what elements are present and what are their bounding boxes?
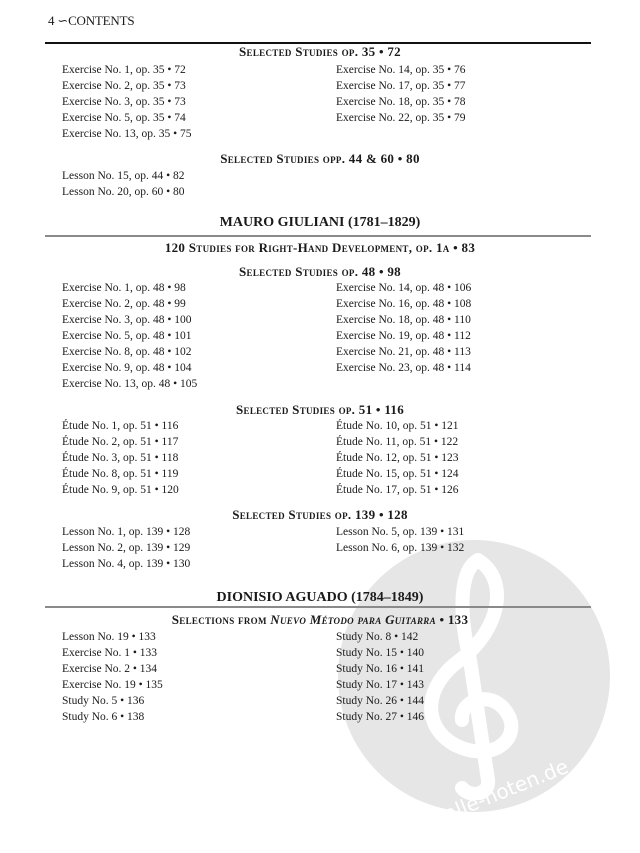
- section-heading: [0, 612, 640, 628]
- toc-entry[interactable]: Exercise No. 1, op. 35 • 72: [62, 64, 186, 76]
- toc-entry[interactable]: Study No. 5 • 136: [62, 695, 145, 707]
- toc-entry[interactable]: Exercise No. 1, op. 48 • 98: [62, 282, 186, 294]
- toc-entry[interactable]: Exercise No. 21, op. 48 • 113: [336, 346, 471, 358]
- toc-entry[interactable]: Exercise No. 5, op. 48 • 101: [62, 330, 192, 342]
- toc-entry[interactable]: Lesson No. 4, op. 139 • 130: [62, 558, 191, 570]
- toc-entry[interactable]: Exercise No. 8, op. 48 • 102: [62, 346, 192, 358]
- toc-entry[interactable]: Lesson No. 15, op. 44 • 82: [62, 170, 185, 182]
- toc-entry[interactable]: Lesson No. 6, op. 139 • 132: [336, 542, 465, 554]
- toc-entry[interactable]: Study No. 8 • 142: [336, 631, 419, 643]
- toc-entry[interactable]: Étude No. 15, op. 51 • 124: [336, 468, 459, 480]
- toc-entry[interactable]: Étude No. 2, op. 51 • 117: [62, 436, 179, 448]
- toc-entry[interactable]: Lesson No. 19 • 133: [62, 631, 156, 643]
- section-heading: Selected Studies opp. 44 & 60 • 80: [220, 151, 420, 166]
- toc-entry[interactable]: Exercise No. 17, op. 35 • 77: [336, 80, 466, 92]
- entries-right: [336, 62, 466, 126]
- ornament-icon: ∽: [57, 13, 69, 28]
- toc-entry[interactable]: Exercise No. 13, op. 35 • 75: [62, 128, 192, 140]
- toc-entry[interactable]: Exercise No. 19, op. 48 • 112: [336, 330, 471, 342]
- entries-right: [336, 280, 471, 376]
- toc-entry[interactable]: Étude No. 11, op. 51 • 122: [336, 436, 459, 448]
- entries-left: [62, 62, 192, 142]
- toc-entry[interactable]: Étude No. 9, op. 51 • 120: [62, 484, 179, 496]
- entries-right: [336, 524, 464, 556]
- entries-right: [336, 629, 424, 725]
- toc-entry[interactable]: Étude No. 17, op. 51 • 126: [336, 484, 459, 496]
- toc-entry[interactable]: Study No. 16 • 141: [336, 663, 425, 675]
- heading-prefix: Selections from: [171, 612, 271, 627]
- entries-left: [62, 168, 185, 200]
- toc-entry[interactable]: Study No. 15 • 140: [336, 647, 425, 659]
- toc-entry[interactable]: Exercise No. 22, op. 35 • 79: [336, 112, 466, 124]
- book-title: Nuevo Método para Guitarra: [270, 612, 436, 627]
- composer-heading: MAURO GIULIANI (1781–1829): [219, 215, 421, 230]
- heading-suffix: • 133: [435, 612, 469, 627]
- toc-entry[interactable]: Exercise No. 3, op. 48 • 100: [62, 314, 192, 326]
- section-heading: Selected Studies op. 35 • 72: [239, 44, 401, 59]
- section-heading: Selected Studies op. 139 • 128: [232, 507, 408, 522]
- toc-entry[interactable]: Étude No. 3, op. 51 • 118: [62, 452, 179, 464]
- toc-entry[interactable]: Study No. 27 • 146: [336, 711, 425, 723]
- toc-entry[interactable]: Study No. 6 • 138: [62, 711, 145, 723]
- toc-entry[interactable]: Exercise No. 19 • 135: [62, 679, 163, 691]
- toc-entry[interactable]: Lesson No. 20, op. 60 • 80: [62, 186, 185, 198]
- entries-left: [62, 418, 179, 498]
- toc-entry[interactable]: Exercise No. 13, op. 48 • 105: [62, 378, 198, 390]
- toc-entry[interactable]: Exercise No. 16, op. 48 • 108: [336, 298, 472, 310]
- toc-entry[interactable]: Exercise No. 14, op. 35 • 76: [336, 64, 466, 76]
- toc-entry[interactable]: Exercise No. 14, op. 48 • 106: [336, 282, 472, 294]
- composer-heading: DIONISIO AGUADO (1784–1849): [216, 590, 424, 605]
- header-title: CONTENTS: [68, 13, 135, 28]
- watermark-text: alle-noten.de: [440, 754, 572, 826]
- page-number: 4: [48, 13, 55, 28]
- composer-rule: [45, 235, 591, 237]
- toc-entry[interactable]: Exercise No. 2, op. 35 • 73: [62, 80, 186, 92]
- toc-entry[interactable]: Exercise No. 3, op. 35 • 73: [62, 96, 186, 108]
- entries-left: [62, 629, 163, 725]
- toc-entry[interactable]: Étude No. 10, op. 51 • 121: [336, 420, 459, 432]
- toc-entry[interactable]: Lesson No. 2, op. 139 • 129: [62, 542, 191, 554]
- toc-entry[interactable]: Lesson No. 5, op. 139 • 131: [336, 526, 465, 538]
- toc-entry[interactable]: Lesson No. 1, op. 139 • 128: [62, 526, 191, 538]
- toc-entry[interactable]: Exercise No. 23, op. 48 • 114: [336, 362, 471, 374]
- toc-entry[interactable]: Study No. 26 • 144: [336, 695, 425, 707]
- entries-left: [62, 524, 190, 572]
- toc-entry[interactable]: Study No. 17 • 143: [336, 679, 425, 691]
- section-heading: Selected Studies op. 48 • 98: [239, 264, 401, 279]
- toc-entry[interactable]: Étude No. 1, op. 51 • 116: [62, 420, 179, 432]
- toc-entry[interactable]: Exercise No. 18, op. 35 • 78: [336, 96, 466, 108]
- toc-entry[interactable]: Étude No. 12, op. 51 • 123: [336, 452, 459, 464]
- section-heading: 120 Studies for Right-Hand Development, op. 1a • 83: [164, 240, 476, 255]
- composer-rule: [45, 606, 591, 608]
- section-heading: Selected Studies op. 51 • 116: [235, 402, 405, 417]
- entries-left: [62, 280, 197, 392]
- toc-entry[interactable]: Exercise No. 18, op. 48 • 110: [336, 314, 471, 326]
- toc-entry[interactable]: Exercise No. 9, op. 48 • 104: [62, 362, 192, 374]
- toc-entry[interactable]: Exercise No. 1 • 133: [62, 647, 158, 659]
- toc-entry[interactable]: Exercise No. 5, op. 35 • 74: [62, 112, 186, 124]
- toc-entry[interactable]: Exercise No. 2, op. 48 • 99: [62, 298, 186, 310]
- running-header: [48, 13, 134, 29]
- toc-entry[interactable]: Étude No. 8, op. 51 • 119: [62, 468, 179, 480]
- entries-right: [336, 418, 459, 498]
- toc-entry[interactable]: Exercise No. 2 • 134: [62, 663, 158, 675]
